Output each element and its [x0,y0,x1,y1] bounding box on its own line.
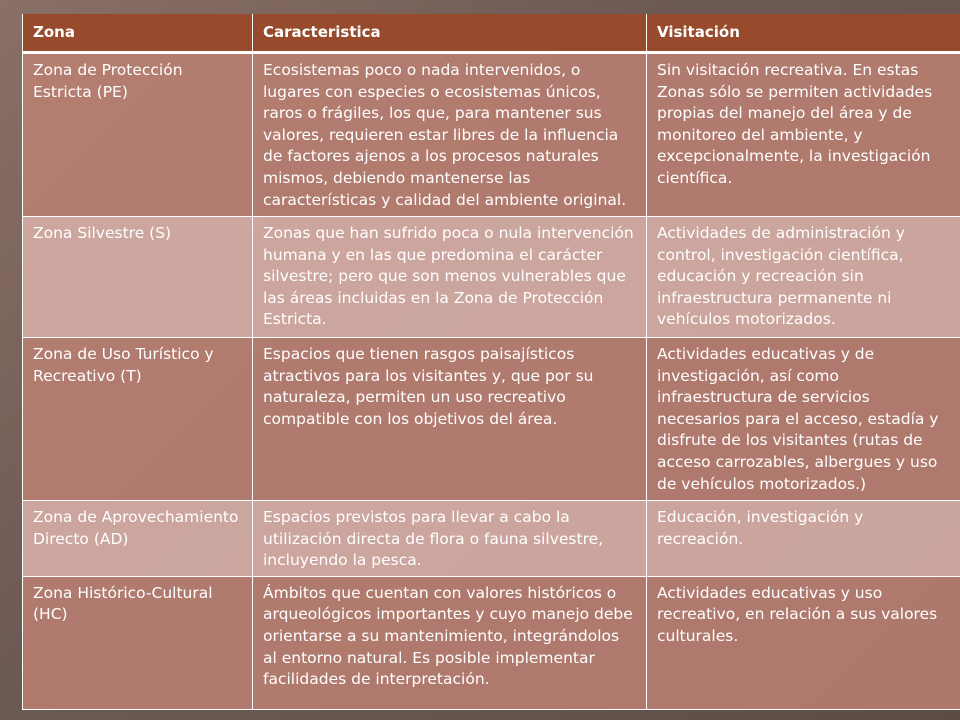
header-zona: Zona [23,14,253,53]
visitacion-cell: Actividades educativas y de investigación, así como infraestructura de servicios necesarios para el acceso, estadía y disfrute de los visitantes (rutas de acceso carrozables, albergues y uso de vehículos motorizados.) [647,338,960,501]
caracteristica-cell: Ecosistemas poco o nada intervenidos, o lugares con especies o ecosistemas únicos, raros o frágiles, los que, para mantener sus valores, requieren estar libres de la influencia de factores ajenos a los procesos naturales mismos, debiendo mantenerse las características y calidad del ambiente original. [253,53,647,217]
visitacion-cell: Actividades educativas y uso recreativo, en relación a sus valores culturales. [647,576,960,709]
zona-cell: Zona de Aprovechamiento Directo (AD) [23,501,253,577]
caracteristica-cell: Espacios previstos para llevar a cabo la utilización directa de flora o fauna silvestre, incluyendo la pesca. [253,501,647,577]
table-row-s [23,217,960,338]
table-row-ad [23,501,960,577]
zona-cell: Zona Silvestre (S) [23,217,253,338]
zoning-table [22,14,960,710]
header-caracteristica: Caracteristica [253,14,647,53]
visitacion-cell: Actividades de administración y control, investigación científica, educación y recreación sin infraestructura permanente ni vehículos motorizados. [647,217,960,338]
caracteristica-cell: Ámbitos que cuentan con valores históricos o arqueológicos importantes y cuyo manejo debe orientarse a su mantenimiento, integrándolos al entorno natural. Es posible implementar facilidades de interpretación. [253,576,647,709]
zona-cell: Zona Histórico-Cultural (HC) [23,576,253,709]
header-row [23,14,960,53]
zona-cell: Zona de Protección Estricta (PE) [23,53,253,217]
table-row-hc [23,576,960,709]
visitacion-cell: Sin visitación recreativa. En estas Zonas sólo se permiten actividades propias del manejo del área y de monitoreo del ambiente, y excepcionalmente, la investigación científica. [647,53,960,217]
table-row-pe [23,53,960,217]
table-row-t [23,338,960,501]
visitacion-cell: Educación, investigación y recreación. [647,501,960,577]
header-visitacion: Visitación [647,14,960,53]
caracteristica-cell: Espacios que tienen rasgos paisajísticos atractivos para los visitantes y, que por su naturaleza, permiten un uso recreativo compatible con los objetivos del área. [253,338,647,501]
caracteristica-cell: Zonas que han sufrido poca o nula intervención humana y en las que predomina el carácter silvestre; pero que son menos vulnerables que las áreas incluidas en la Zona de Protección Estricta. [253,217,647,338]
zona-cell: Zona de Uso Turístico y Recreativo (T) [23,338,253,501]
